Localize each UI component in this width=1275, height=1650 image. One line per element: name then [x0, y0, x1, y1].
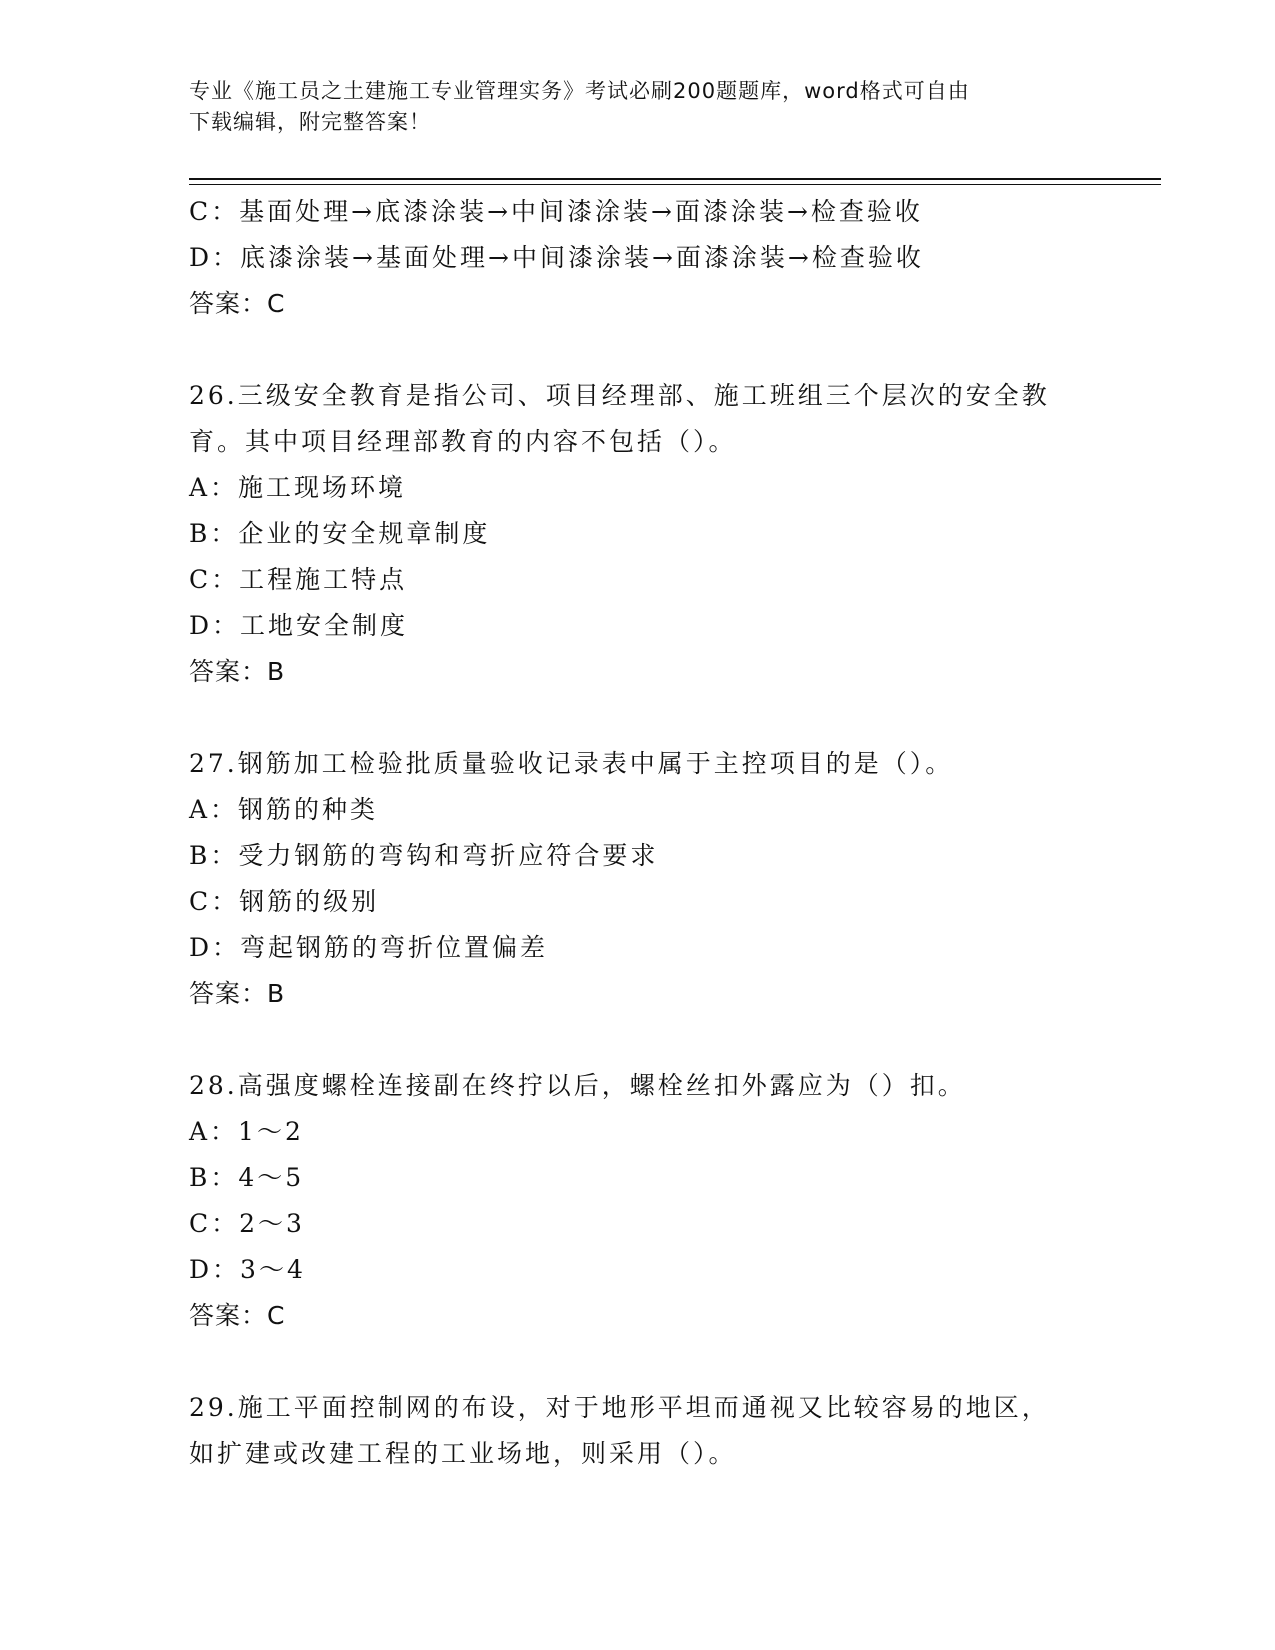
option-d: D：工地安全制度	[189, 611, 409, 640]
option-a: A：1～2	[189, 1117, 304, 1146]
option-c: C：钢筋的级别	[189, 887, 380, 916]
question-stem: 28.高强度螺栓连接副在终拧以后，螺栓丝扣外露应为（）扣。	[189, 1071, 966, 1100]
question-stem: 26.三级安全教育是指公司、项目经理部、施工班组三个层次的安全教	[189, 381, 1050, 410]
answer: 答案：C	[189, 289, 286, 318]
option-c: C：工程施工特点	[189, 565, 408, 594]
header-line-2: 下载编辑，附完整答案！	[189, 110, 431, 134]
option-a: A：钢筋的种类	[189, 795, 379, 824]
option-d: D：弯起钢筋的弯折位置偏差	[189, 933, 549, 962]
option-a: A：施工现场环境	[189, 473, 407, 502]
answer: 答案：B	[189, 657, 286, 686]
question-26	[189, 373, 1089, 695]
option-b: B：4～5	[189, 1163, 305, 1192]
header-divider-thin	[189, 184, 1161, 185]
option-d: D：3～4	[189, 1255, 306, 1284]
question-stem-continued: 育。其中项目经理部教育的内容不包括（）。	[189, 427, 737, 456]
question-27	[189, 741, 1089, 1017]
answer: 答案：C	[189, 1301, 286, 1330]
spacer	[189, 327, 1089, 373]
question-stem: 29.施工平面控制网的布设，对于地形平坦而通视又比较容易的地区，	[189, 1393, 1050, 1422]
answer: 答案：B	[189, 979, 286, 1008]
question-stem: 27.钢筋加工检验批质量验收记录表中属于主控项目的是（）。	[189, 749, 954, 778]
option-d: D：底漆涂装→基面处理→中间漆涂装→面漆涂装→检查验收	[189, 243, 924, 272]
header-line-1: 专业《施工员之土建施工专业管理实务》考试必刷200题题库，word格式可自由	[189, 79, 970, 103]
question-stem-continued: 如扩建或改建工程的工业场地，则采用（）。	[189, 1439, 737, 1468]
option-c: C：2～3	[189, 1209, 305, 1238]
question-25	[189, 189, 1089, 327]
question-list	[189, 189, 1089, 1477]
document-header	[189, 76, 1069, 138]
spacer	[189, 695, 1089, 741]
spacer	[189, 1017, 1089, 1063]
question-28	[189, 1063, 1089, 1339]
option-b: B：受力钢筋的弯钩和弯折应符合要求	[189, 841, 659, 870]
option-c: C：基面处理→底漆涂装→中间漆涂装→面漆涂装→检查验收	[189, 197, 923, 226]
spacer	[189, 1339, 1089, 1385]
question-29	[189, 1385, 1089, 1477]
header-divider-thick	[189, 178, 1161, 180]
option-b: B：企业的安全规章制度	[189, 519, 491, 548]
